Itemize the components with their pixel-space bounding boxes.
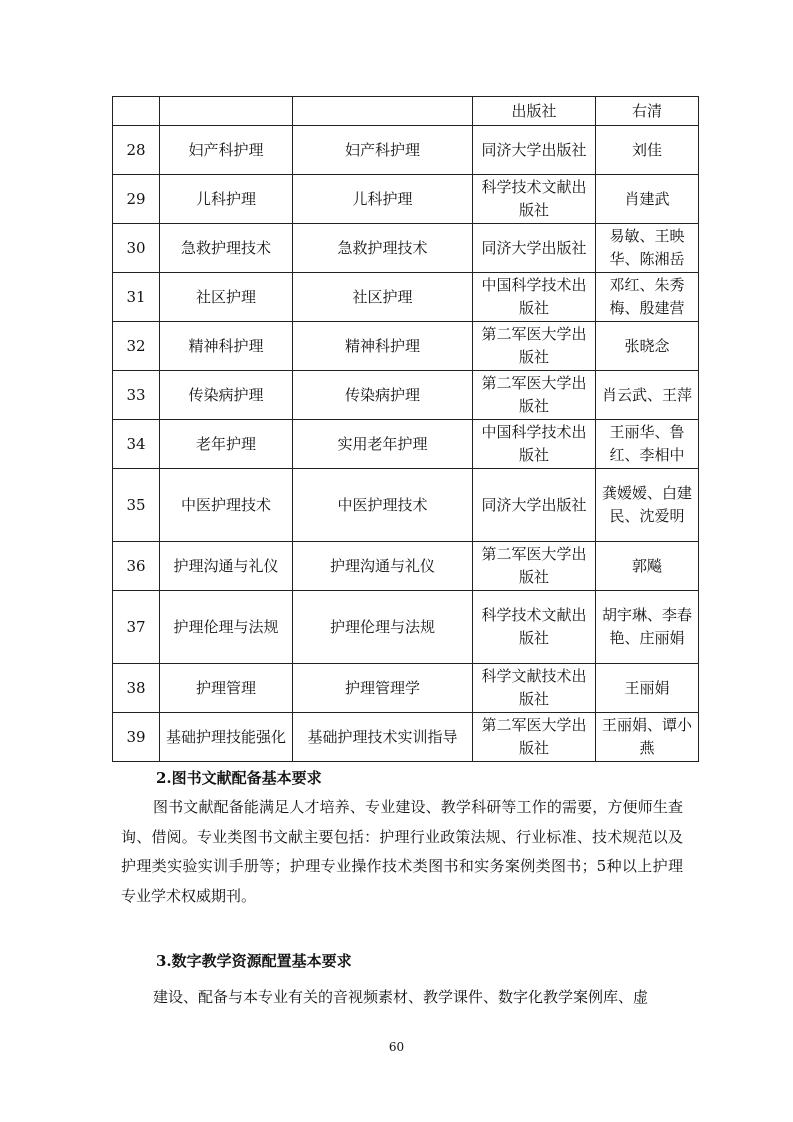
page-number: 60 [388, 1040, 405, 1054]
publisher: 第二军医大学出版社 [473, 322, 596, 371]
book-title: 护理伦理与法规 [293, 591, 473, 664]
table-row [113, 713, 699, 762]
book-title: 中医护理技术 [293, 469, 473, 542]
author: 胡宇琳、李春艳、庄丽娟 [596, 591, 699, 664]
row-number: 32 [113, 322, 160, 371]
publisher: 中国科学技术出版社 [473, 420, 596, 469]
book-title: 基础护理技术实训指导 [293, 713, 473, 762]
course-name: 护理伦理与法规 [160, 591, 293, 664]
book-title: 精神科护理 [293, 322, 473, 371]
publisher: 同济大学出版社 [473, 126, 596, 175]
course-name: 妇产科护理 [160, 126, 293, 175]
row-number: 36 [113, 542, 160, 591]
row-number: 33 [113, 371, 160, 420]
section-2-heading: 2.图书文献配备基本要求 [156, 769, 322, 787]
row-number: 35 [113, 469, 160, 542]
course-name: 老年护理 [160, 420, 293, 469]
author: 王丽华、鲁红、李相中 [596, 420, 699, 469]
row-number: 34 [113, 420, 160, 469]
course-name: 传染病护理 [160, 371, 293, 420]
book-title: 实用老年护理 [293, 420, 473, 469]
course-name: 精神科护理 [160, 322, 293, 371]
author: 肖建武 [596, 175, 699, 224]
table-row [113, 97, 699, 126]
row-number: 39 [113, 713, 160, 762]
row-number: 29 [113, 175, 160, 224]
book-title [293, 97, 473, 126]
publisher: 科学技术文献出版社 [473, 591, 596, 664]
section-3-heading: 3.数字教学资源配置基本要求 [156, 952, 352, 970]
publisher: 同济大学出版社 [473, 469, 596, 542]
section-3-paragraph: 建设、配备与本专业有关的音视频素材、教学课件、数字化教学案例库、虚 [153, 988, 649, 1006]
course-name: 儿科护理 [160, 175, 293, 224]
publisher: 科学文献技术出版社 [473, 664, 596, 713]
author: 王丽娟 [596, 664, 699, 713]
course-name: 护理沟通与礼仪 [160, 542, 293, 591]
table-row [113, 371, 699, 420]
author: 刘佳 [596, 126, 699, 175]
book-title: 社区护理 [293, 273, 473, 322]
table-row [113, 469, 699, 542]
book-title: 妇产科护理 [293, 126, 473, 175]
book-title: 儿科护理 [293, 175, 473, 224]
course-name: 社区护理 [160, 273, 293, 322]
book-title: 护理沟通与礼仪 [293, 542, 473, 591]
table-row [113, 224, 699, 273]
author: 王丽娟、谭小燕 [596, 713, 699, 762]
row-number [113, 97, 160, 126]
course-name: 基础护理技能强化 [160, 713, 293, 762]
publisher: 第二军医大学出版社 [473, 371, 596, 420]
author: 龚嫒嫒、白建民、沈爱明 [596, 469, 699, 542]
row-number: 30 [113, 224, 160, 273]
table-row [113, 542, 699, 591]
author: 右清 [596, 97, 699, 126]
book-title: 护理管理学 [293, 664, 473, 713]
book-title: 急救护理技术 [293, 224, 473, 273]
publisher: 第二军医大学出版社 [473, 713, 596, 762]
author: 张晓念 [596, 322, 699, 371]
course-name: 护理管理 [160, 664, 293, 713]
publisher: 第二军医大学出版社 [473, 542, 596, 591]
row-number: 38 [113, 664, 160, 713]
table-row [113, 273, 699, 322]
table-row [113, 126, 699, 175]
course-name: 中医护理技术 [160, 469, 293, 542]
table-row [113, 322, 699, 371]
textbook-table-body [113, 97, 699, 762]
author: 邓红、朱秀梅、殷建营 [596, 273, 699, 322]
book-title: 传染病护理 [293, 371, 473, 420]
row-number: 28 [113, 126, 160, 175]
publisher: 同济大学出版社 [473, 224, 596, 273]
course-name: 急救护理技术 [160, 224, 293, 273]
author: 郭飚 [596, 542, 699, 591]
table-row [113, 175, 699, 224]
table-row [113, 664, 699, 713]
course-name [160, 97, 293, 126]
textbook-table [112, 96, 699, 762]
publisher: 中国科学技术出版社 [473, 273, 596, 322]
author: 易敏、王映华、陈湘岳 [596, 224, 699, 273]
publisher: 出版社 [473, 97, 596, 126]
row-number: 31 [113, 273, 160, 322]
publisher: 科学技术文献出版社 [473, 175, 596, 224]
row-number: 37 [113, 591, 160, 664]
section-2-paragraph: 图书文献配备能满足人才培养、专业建设、教学科研等工作的需要，方便师生查询、借阅。专业类图书文献主要包括：护理行业政策法规、行业标准、技术规范以及护理类实验实训手册等；护理专业操作技术类图书和实务案例类图书；5种以上护理专业学术权威期刊。 [121, 798, 683, 905]
table-row [113, 420, 699, 469]
author: 肖云武、王萍 [596, 371, 699, 420]
table-row [113, 591, 699, 664]
